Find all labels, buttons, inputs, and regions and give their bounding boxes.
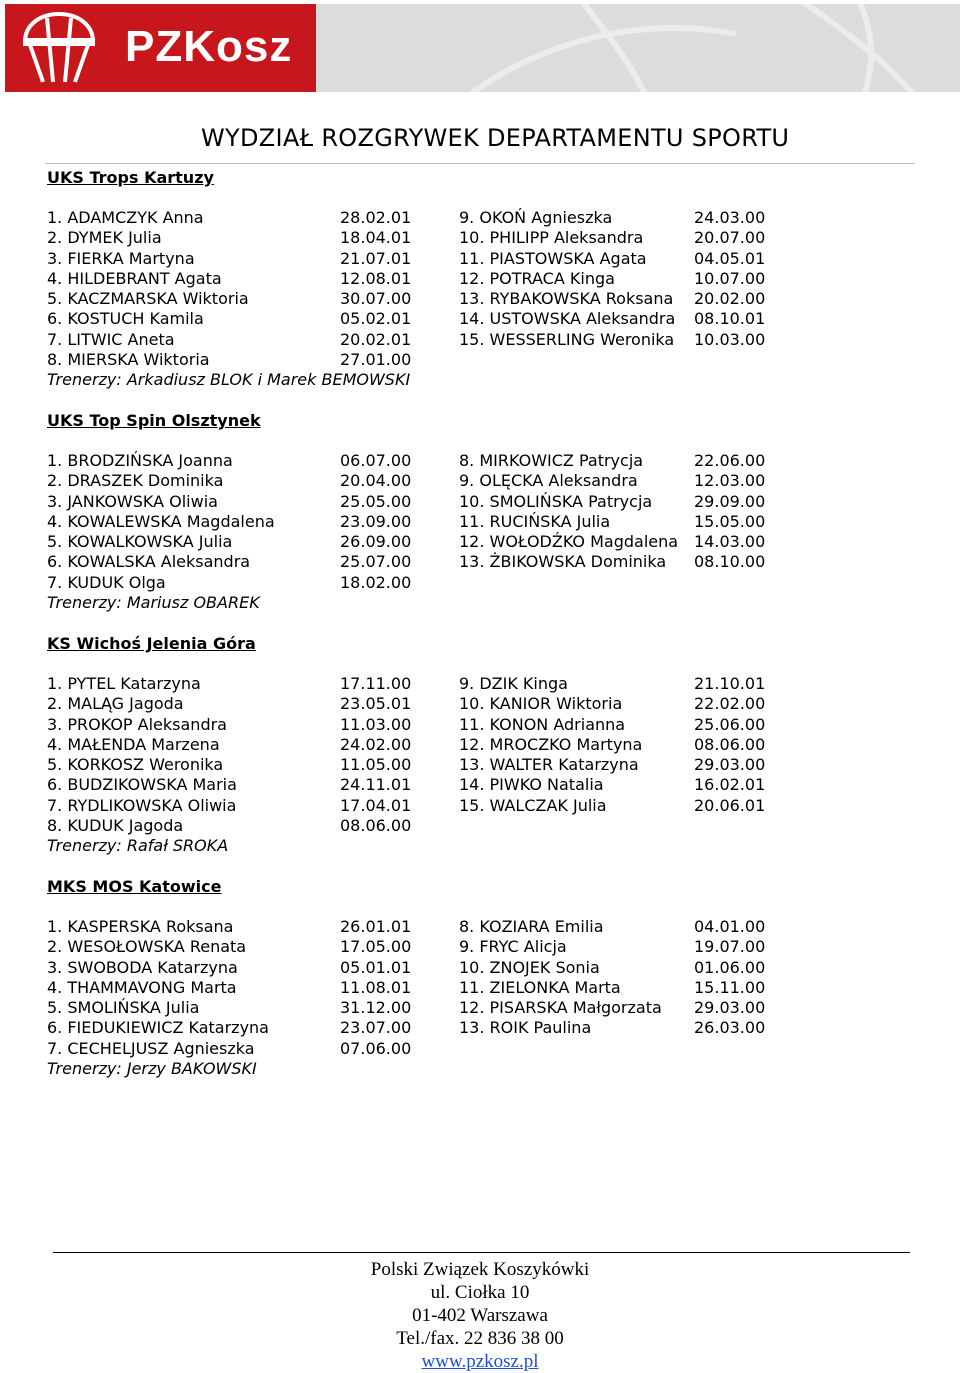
birth-date: 08.06.00	[694, 734, 766, 754]
player-name: 1. PYTEL Katarzyna	[47, 674, 201, 693]
player-name: 12. MROCZKO Martyna	[459, 734, 643, 754]
player-name: 8. KOZIARA Emilia	[459, 917, 604, 936]
birth-date: 19.07.00	[694, 937, 766, 957]
player-name: 6. KOSTUCH Kamila	[47, 309, 204, 329]
birth-date: 23.05.01	[340, 694, 412, 714]
player-name: 9. DZIK Kinga	[459, 674, 568, 693]
player-name: 15. WESSERLING Weronika	[459, 329, 675, 349]
birth-date: 11.03.00	[340, 714, 412, 734]
player-name: 9. OKOŃ Agnieszka	[459, 208, 613, 227]
footer-street: ul. Ciołka 10	[430, 1282, 530, 1303]
player-name: 4. THAMMAVONG Marta	[47, 977, 237, 997]
birth-date: 15.11.00	[694, 977, 766, 997]
birth-date: 01.06.00	[694, 957, 766, 977]
footer-website-link[interactable]: www.pzkosz.pl	[421, 1351, 539, 1372]
player-name: 5. KOWALKOWSKA Julia	[47, 532, 233, 551]
birth-date: 27.01.00	[340, 349, 412, 369]
player-name: 7. KUDUK Olga	[47, 572, 166, 592]
birth-date: 08.10.01	[694, 309, 766, 329]
birth-date: 05.01.01	[340, 957, 412, 977]
player-name: 11. PIASTOWSKA Agata	[459, 248, 647, 268]
player-name: 5. SMOLIŃSKA Julia	[47, 998, 200, 1017]
birth-date: 17.11.00	[340, 674, 412, 693]
player-name: 3. PROKOP Aleksandra	[47, 714, 227, 734]
player-name: 13. ROIK Paulina	[459, 1018, 592, 1038]
birth-date: 12.08.01	[340, 268, 412, 288]
birth-date: 29.03.00	[694, 998, 766, 1017]
player-name: 2. DYMEK Julia	[47, 228, 162, 248]
birth-date: 29.09.00	[694, 491, 766, 511]
birth-date: 25.07.00	[340, 552, 412, 572]
player-name: 4. MAŁENDA Marzena	[47, 734, 220, 754]
player-name: 7. LITWIC Aneta	[47, 329, 175, 349]
birth-date: 30.07.00	[340, 289, 412, 308]
birth-date: 24.02.00	[340, 734, 412, 754]
birth-date: 20.06.01	[694, 795, 766, 815]
birth-date: 24.11.01	[340, 775, 412, 795]
player-name: 3. SWOBODA Katarzyna	[47, 957, 238, 977]
player-name: 9. OLĘCKA Aleksandra	[459, 471, 638, 491]
header-banner	[5, 4, 960, 92]
player-name: 12. WOŁODŹKO Magdalena	[459, 532, 679, 551]
footer-org: Polski Związek Koszykówki	[370, 1259, 590, 1280]
birth-date: 11.08.01	[340, 977, 412, 997]
player-name: 11. KONON Adrianna	[459, 714, 626, 734]
footer-city: 01-402 Warszawa	[412, 1305, 548, 1326]
birth-date: 11.05.00	[340, 755, 412, 774]
player-name: 10. SMOLIŃSKA Patrycja	[459, 491, 653, 511]
basketball-watermark-icon	[316, 4, 960, 92]
footer	[0, 1258, 960, 1373]
player-name: 7. RYDLIKOWSKA Oliwia	[47, 795, 237, 815]
player-name: 3. JANKOWSKA Oliwia	[47, 491, 218, 511]
birth-date: 21.07.01	[340, 248, 412, 268]
birth-date: 29.03.00	[694, 755, 766, 774]
birth-date: 24.03.00	[694, 208, 766, 227]
player-name: 8. MIRKOWICZ Patrycja	[459, 451, 644, 470]
birth-date: 17.05.00	[340, 937, 412, 957]
birth-date: 04.05.01	[694, 248, 766, 268]
birth-date: 20.07.00	[694, 228, 766, 248]
player-name: 6. KOWALSKA Aleksandra	[47, 552, 251, 572]
birth-date: 18.04.01	[340, 228, 412, 248]
team-name: UKS Top Spin Olsztynek	[47, 411, 261, 430]
player-name: 14. PIWKO Natalia	[459, 775, 604, 795]
department-title: WYDZIAŁ ROZGRYWEK DEPARTAMENTU SPORTU	[201, 124, 790, 152]
team-name: UKS Trops Kartuzy	[47, 168, 214, 187]
birth-date: 05.02.01	[340, 309, 412, 329]
trainers-line: Trenerzy: Arkadiusz BLOK i Marek BEMOWSKI	[47, 370, 411, 389]
player-name: 11. ZIELONKA Marta	[459, 977, 621, 997]
player-name: 1. KASPERSKA Roksana	[47, 917, 234, 936]
birth-date: 25.05.00	[340, 491, 412, 511]
player-name: 13. RYBAKOWSKA Roksana	[459, 289, 674, 308]
player-name: 5. KACZMARSKA Wiktoria	[47, 289, 249, 308]
birth-date: 28.02.01	[340, 208, 412, 227]
trainers-line: Trenerzy: Mariusz OBAREK	[47, 592, 260, 612]
birth-date: 08.10.00	[694, 552, 766, 572]
birth-date: 15.05.00	[694, 511, 766, 531]
birth-date: 16.02.01	[694, 775, 766, 795]
player-name: 2. WESOŁOWSKA Renata	[47, 937, 247, 957]
birth-date: 25.06.00	[694, 714, 766, 734]
player-name: 12. PISARSKA Małgorzata	[459, 998, 662, 1017]
footer-divider	[53, 1252, 910, 1253]
player-name: 3. FIERKA Martyna	[47, 248, 195, 268]
birth-date: 26.09.00	[340, 532, 412, 551]
player-name: 5. KORKOSZ Weronika	[47, 755, 224, 774]
birth-date: 04.01.00	[694, 917, 766, 936]
player-name: 1. BRODZIŃSKA Joanna	[47, 451, 233, 470]
basketball-icon	[19, 12, 99, 84]
player-name: 9. FRYC Alicja	[459, 937, 567, 957]
player-name: 2. DRASZEK Dominika	[47, 471, 224, 491]
birth-date: 06.07.00	[340, 451, 412, 470]
player-name: 14. USTOWSKA Aleksandra	[459, 309, 676, 329]
birth-date: 21.10.01	[694, 674, 766, 693]
birth-date: 10.07.00	[694, 268, 766, 288]
birth-date: 07.06.00	[340, 1038, 412, 1058]
player-name: 4. KOWALEWSKA Magdalena	[47, 511, 275, 531]
birth-date: 14.03.00	[694, 532, 766, 551]
trainers-line: Trenerzy: Rafał SROKA	[47, 836, 229, 855]
player-name: 8. KUDUK Jagoda	[47, 815, 184, 835]
player-name: 10. KANIOR Wiktoria	[459, 694, 623, 714]
team-name: KS Wichoś Jelenia Góra	[47, 634, 256, 653]
player-name: 11. RUCIŃSKA Julia	[459, 511, 611, 531]
player-name: 15. WALCZAK Julia	[459, 795, 607, 815]
birth-date: 10.03.00	[694, 329, 766, 349]
player-name: 7. CECHELJUSZ Agnieszka	[47, 1038, 255, 1058]
trainers-line: Trenerzy: Jerzy BAKOWSKI	[47, 1058, 257, 1078]
player-name: 13. ŻBIKOWSKA Dominika	[459, 552, 667, 572]
team-name: MKS MOS Katowice	[47, 877, 222, 896]
footer-phone: Tel./fax. 22 836 38 00	[396, 1328, 564, 1349]
header-divider	[45, 163, 915, 164]
player-name: 10. ZNOJEK Sonia	[459, 957, 600, 977]
player-name: 2. MALĄG Jagoda	[47, 694, 184, 714]
birth-date: 26.03.00	[694, 1018, 766, 1038]
birth-date: 20.02.00	[694, 289, 766, 308]
birth-date: 12.03.00	[694, 471, 766, 491]
player-name: 1. ADAMCZYK Anna	[47, 208, 204, 227]
birth-date: 31.12.00	[340, 998, 412, 1017]
birth-date: 18.02.00	[340, 572, 412, 592]
birth-date: 26.01.01	[340, 917, 412, 936]
player-name: 6. FIEDUKIEWICZ Katarzyna	[47, 1018, 269, 1038]
birth-date: 20.02.01	[340, 329, 412, 349]
player-name: 4. HILDEBRANT Agata	[47, 268, 222, 288]
player-name: 8. MIERSKA Wiktoria	[47, 349, 210, 369]
birth-date: 08.06.00	[340, 815, 412, 835]
player-name: 13. WALTER Katarzyna	[459, 755, 639, 774]
player-name: 10. PHILIPP Aleksandra	[459, 228, 644, 248]
birth-date: 23.09.00	[340, 511, 412, 531]
brand-logo-block	[5, 4, 316, 92]
player-name: 6. BUDZIKOWSKA Maria	[47, 775, 237, 795]
birth-date: 22.02.00	[694, 694, 766, 714]
birth-date: 23.07.00	[340, 1018, 412, 1038]
brand-name: PZKosz	[125, 22, 293, 71]
birth-date: 22.06.00	[694, 451, 766, 470]
birth-date: 20.04.00	[340, 471, 412, 491]
birth-date: 17.04.01	[340, 795, 412, 815]
player-name: 12. POTRACA Kinga	[459, 268, 615, 288]
